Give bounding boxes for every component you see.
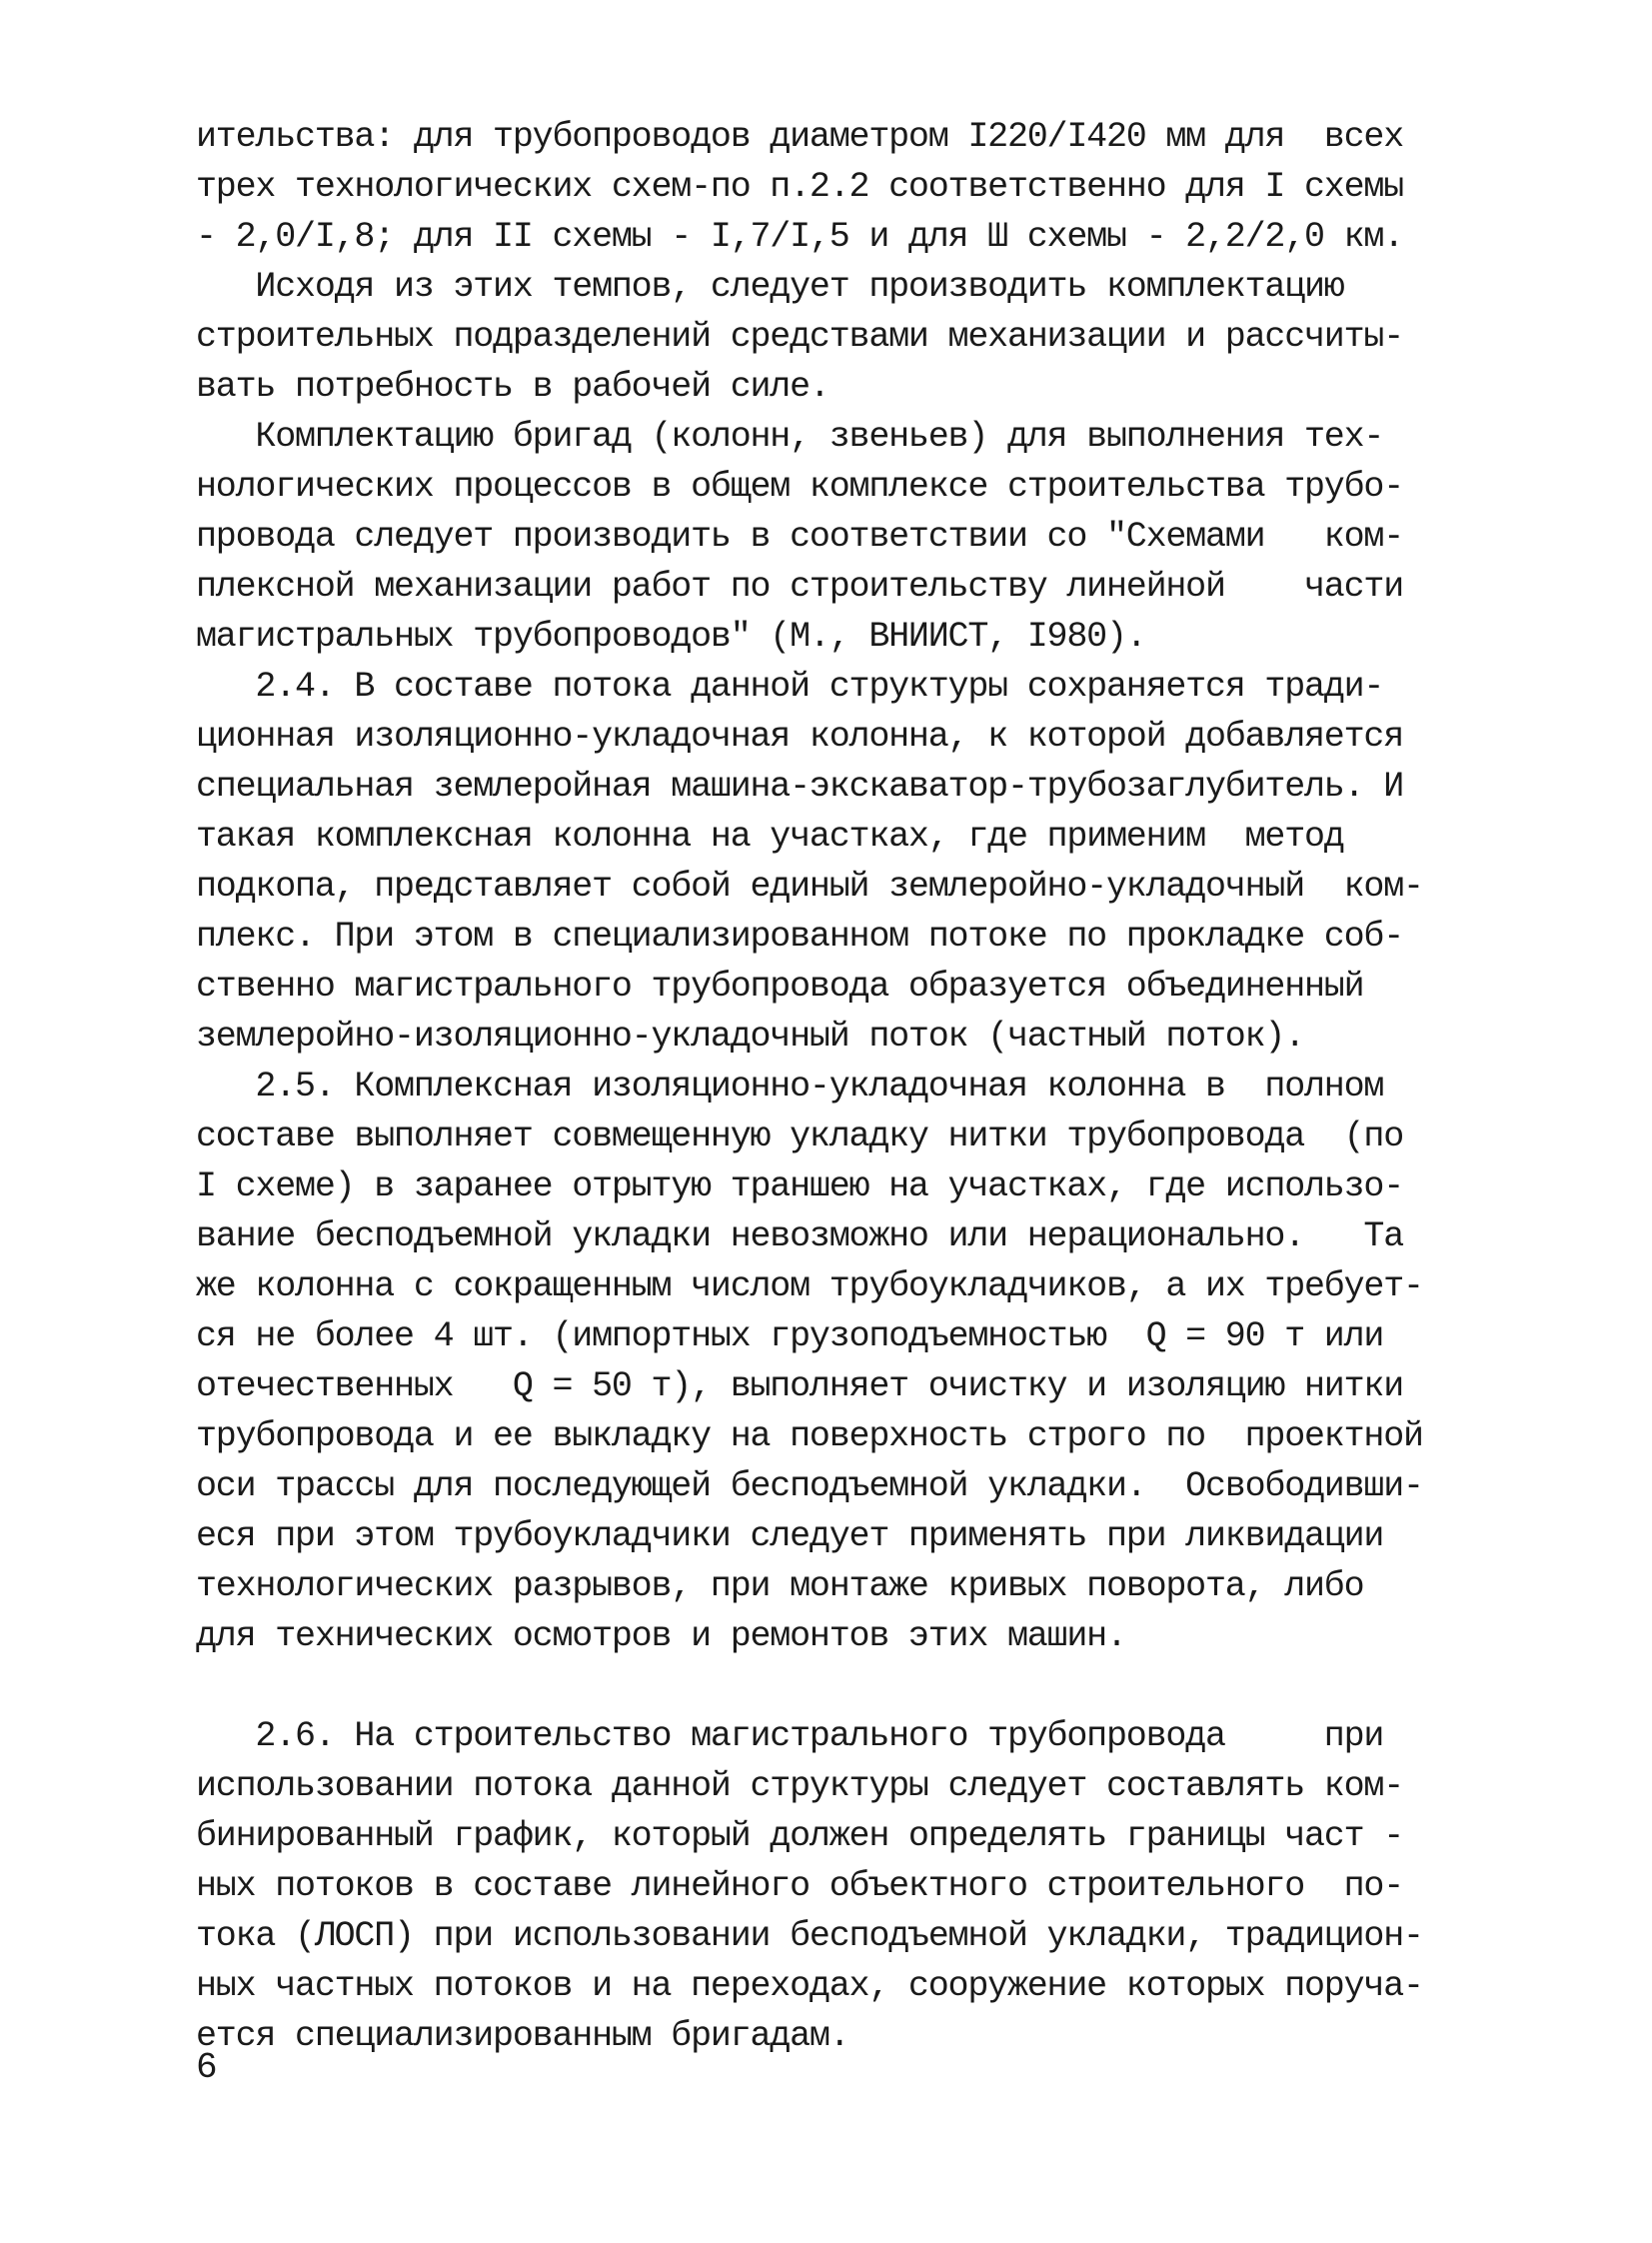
text-line: ительства: для трубопроводов диаметром I220/I420 мм для всех: [196, 117, 1404, 157]
text-line: ется специализированным бригадам.: [196, 2016, 849, 2056]
text-line: провода следует производить в соответствии со "Схемами ком-: [196, 517, 1404, 557]
text-line: использовании потока данной структуры следует составлять ком-: [196, 1766, 1404, 1806]
paragraph-tempo-continuation: [196, 112, 1451, 262]
text-line: специальная землеройная машина-экскаватор-трубозаглубитель. И: [196, 767, 1404, 807]
text-line: магистральных трубопроводов" (М., ВНИИСТ, I980).: [196, 617, 1146, 657]
text-line: составе выполняет совмещенную укладку нитки трубопровода (по: [196, 1117, 1404, 1156]
text-line: оси трассы для последующей бесподъемной укладки. Освободивши-: [196, 1466, 1423, 1506]
paragraph-2-6: [196, 1711, 1451, 2061]
text-line: технологических разрывов, при монтаже кривых поворота, либо: [196, 1566, 1364, 1606]
text-line: ственно магистрального трубопровода образуется объединенный: [196, 967, 1364, 1007]
text-line: землеройно-изоляционно-укладочный поток (частный поток).: [196, 1017, 1304, 1057]
text-line: Исходя из этих темпов, следует производить комплектацию: [196, 267, 1344, 307]
text-line: ционная изоляционно-укладочная колонна, к которой добавляется: [196, 717, 1404, 757]
text-line: еся при этом трубоукладчики следует применять при ликвидации: [196, 1516, 1384, 1556]
text-line: такая комплексная колонна на участках, где применим метод: [196, 817, 1344, 857]
paragraph-2-4: [196, 662, 1451, 1062]
paragraph-brigades: [196, 412, 1451, 662]
text-line: 2.5. Комплексная изоляционно-укладочная колонна в полном: [196, 1067, 1384, 1107]
text-line: для технических осмотров и ремонтов этих машин.: [196, 1616, 1126, 1656]
text-line: ных потоков в составе линейного объектного строительного по-: [196, 1866, 1404, 1906]
page-number: 6: [196, 2047, 218, 2088]
text-line: строительных подразделений средствами механизации и рассчиты-: [196, 317, 1404, 357]
paragraph-2-5: [196, 1062, 1451, 1661]
text-line: же колонна с сокращенным числом трубоукладчиков, а их требует-: [196, 1266, 1423, 1306]
text-line: трубопровода и ее выкладку на поверхность строго по проектной: [196, 1416, 1423, 1456]
text-line: плексной механизации работ по строительству линейной части: [196, 567, 1404, 607]
text-line: I схеме) в заранее отрытую траншею на участках, где использо-: [196, 1166, 1404, 1206]
text-line: нологических процессов в общем комплексе строительства трубо-: [196, 467, 1404, 507]
text-line: ся не более 4 шт. (импортных грузоподъемностью Q = 90 т или: [196, 1316, 1384, 1356]
text-line: плекс. При этом в специализированном потоке по прокладке соб-: [196, 917, 1404, 957]
text-line: трех технологических схем-по п.2.2 соответственно для I схемы: [196, 167, 1404, 207]
text-line: вание бесподъемной укладки невозможно или нерационально. Та: [196, 1216, 1404, 1256]
text-line: Комплектацию бригад (колонн, звеньев) для выполнения тех-: [196, 417, 1384, 457]
text-line: - 2,0/I,8; для II схемы - I,7/I,5 и для Ш схемы - 2,2/2,0 км.: [196, 217, 1404, 257]
text-line: 2.6. На строительство магистрального трубопровода при: [196, 1716, 1384, 1756]
text-line: ных частных потоков и на переходах, сооружение которых поруча-: [196, 1966, 1423, 2006]
text-line: отечественных Q = 50 т), выполняет очистку и изоляцию нитки: [196, 1366, 1404, 1406]
text-line: тока (ЛОСП) при использовании бесподъемной укладки, традицион-: [196, 1916, 1423, 1956]
text-line: бинированный график, который должен определять границы част -: [196, 1816, 1404, 1856]
text-line: 2.4. В составе потока данной структуры сохраняется тради-: [196, 667, 1384, 707]
paragraph-staffing: [196, 262, 1451, 412]
text-line: подкопа, представляет собой единый землеройно-укладочный ком-: [196, 867, 1423, 907]
text-line: вать потребность в рабочей силе.: [196, 367, 829, 407]
